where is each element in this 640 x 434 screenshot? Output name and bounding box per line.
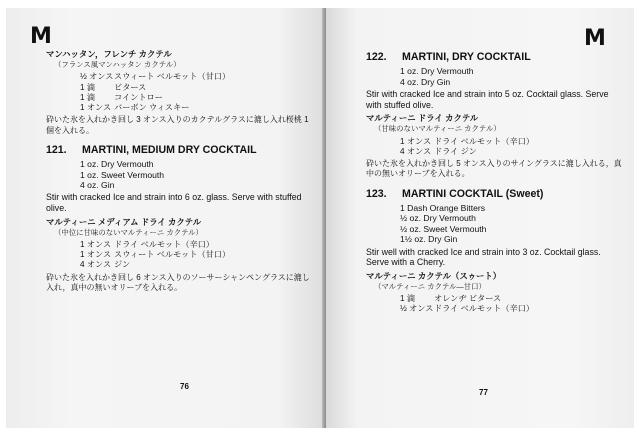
ingredient-ja: 4 オンス ジン (80, 260, 131, 270)
recipe-121-title: MARTINI, MEDIUM DRY COCKTAIL (82, 144, 257, 157)
recipe-121-method: Stir with cracked Ice and strain into 6 oz. glass. Serve with stuffed olive. (46, 192, 302, 214)
recipe-121-title-ja: マルティーニ メディアム ドライ カクテル (46, 216, 202, 227)
ingredient-en: 1 oz. Dry Vermouth (400, 66, 474, 77)
ingredient-ja: 4 オンス ドライ ジン (400, 146, 477, 156)
recipe-122-method-ja: 砕いた氷を入れかき回し 5 オンス入りのサイングラスに漉し入れる，真中の無いオリーブを入れる。 (366, 159, 622, 179)
ingredient-en: 1 Dash Orange Bitters (400, 203, 486, 214)
right-page-number: 77 (479, 388, 488, 397)
ingredient-ja: 1 オンス スウィート ベルモット（甘口） (80, 250, 231, 260)
recipe-121-heading (46, 145, 316, 155)
ingredient-en: 1 oz. Sweet Vermouth (80, 169, 165, 180)
recipe-121-number: 121. (46, 144, 67, 157)
ingredient-ja: 1 滴 オレンヂ ビタース (400, 294, 502, 304)
recipe-122-subtitle-ja: （甘味のないマルティーニ カクテル） (374, 124, 501, 134)
manhattan-french-method-ja: 砕いた氷を入れかき回し 3 オンス入りのカクテルグラスに漉し入れ桜桃 1 個を入れる。 (46, 115, 309, 135)
ingredient-en: 1 oz. Dry Vermouth (80, 159, 154, 170)
ingredient-ja: 1 オンス ドライ ベルモット（辛口） (80, 240, 215, 250)
recipe-121-subtitle-ja: （中位に甘味のないマルティーニ カクテル） (54, 227, 203, 237)
ingredient-ja: 1 滴 コイントロー (80, 92, 163, 102)
recipe-122-method: Stir with cracked Ice and strain into 5 oz. Cocktail glass. Serve with stuffed olive. (366, 89, 609, 110)
ingredient-ja: 1 オンス ドライ ベルモット（辛口） (400, 136, 535, 146)
ingredient-ja: ½ オンスドライ ベルモット（辛口） (400, 304, 535, 314)
recipe-123-heading (366, 189, 622, 199)
recipe-123-title: MARTINI COCKTAIL (Sweet) (402, 187, 544, 200)
ingredient-en: 1½ oz. Dry Gin (400, 234, 458, 245)
recipe-123-method: Stir well with cracked Ice and strain into 3 oz. Cocktail glass. Serve with a Cherry. (366, 246, 601, 268)
recipe-122-title-ja: マルティーニ ドライ カクテル (366, 113, 479, 124)
recipe-122-title: MARTINI, DRY COCKTAIL (402, 51, 531, 63)
right-page-content (366, 52, 622, 315)
recipe-123-title-ja: マルティーニ カクテル（スゥート） (366, 270, 502, 281)
ingredient-en: 4 oz. Gin (80, 180, 115, 191)
ingredient-en: ½ oz. Sweet Vermouth (400, 223, 487, 234)
recipe-122-heading (366, 52, 622, 62)
ingredient-ja: 1 オンス バーボン ウィスキー (80, 103, 190, 113)
manhattan-french-title-ja: マンハッタン，フレンチ カクテル (46, 49, 172, 59)
recipe-122-number: 122. (366, 51, 387, 63)
right-logo-mark: M (584, 26, 604, 51)
right-page (326, 8, 634, 428)
left-page (6, 8, 326, 428)
open-book (6, 8, 634, 428)
recipe-123-subtitle-ja: （マルティーニ カクテル―甘口） (374, 282, 486, 292)
left-page-content (46, 47, 316, 297)
manhattan-french-subtitle-ja: （フランス風マンハッタン カクテル） (54, 60, 181, 70)
ingredient-en: ½ oz. Dry Vermouth (400, 213, 476, 224)
ingredient-ja: ½ オンススウィート ベルモット（甘口） (80, 72, 231, 82)
ingredient-ja: 1 滴 ビタース (80, 82, 147, 92)
recipe-121-method-ja: 砕いた氷を入れかき回し 6 オンス入りのソーサーシャンペングラスに漉し入れ，真中の無いオリーブを入れる。 (46, 272, 310, 293)
left-logo-mark: M (30, 24, 50, 49)
recipe-123-number: 123. (366, 187, 387, 200)
left-page-number: 76 (180, 382, 189, 391)
ingredient-en: 4 oz. Dry Gin (400, 76, 451, 87)
